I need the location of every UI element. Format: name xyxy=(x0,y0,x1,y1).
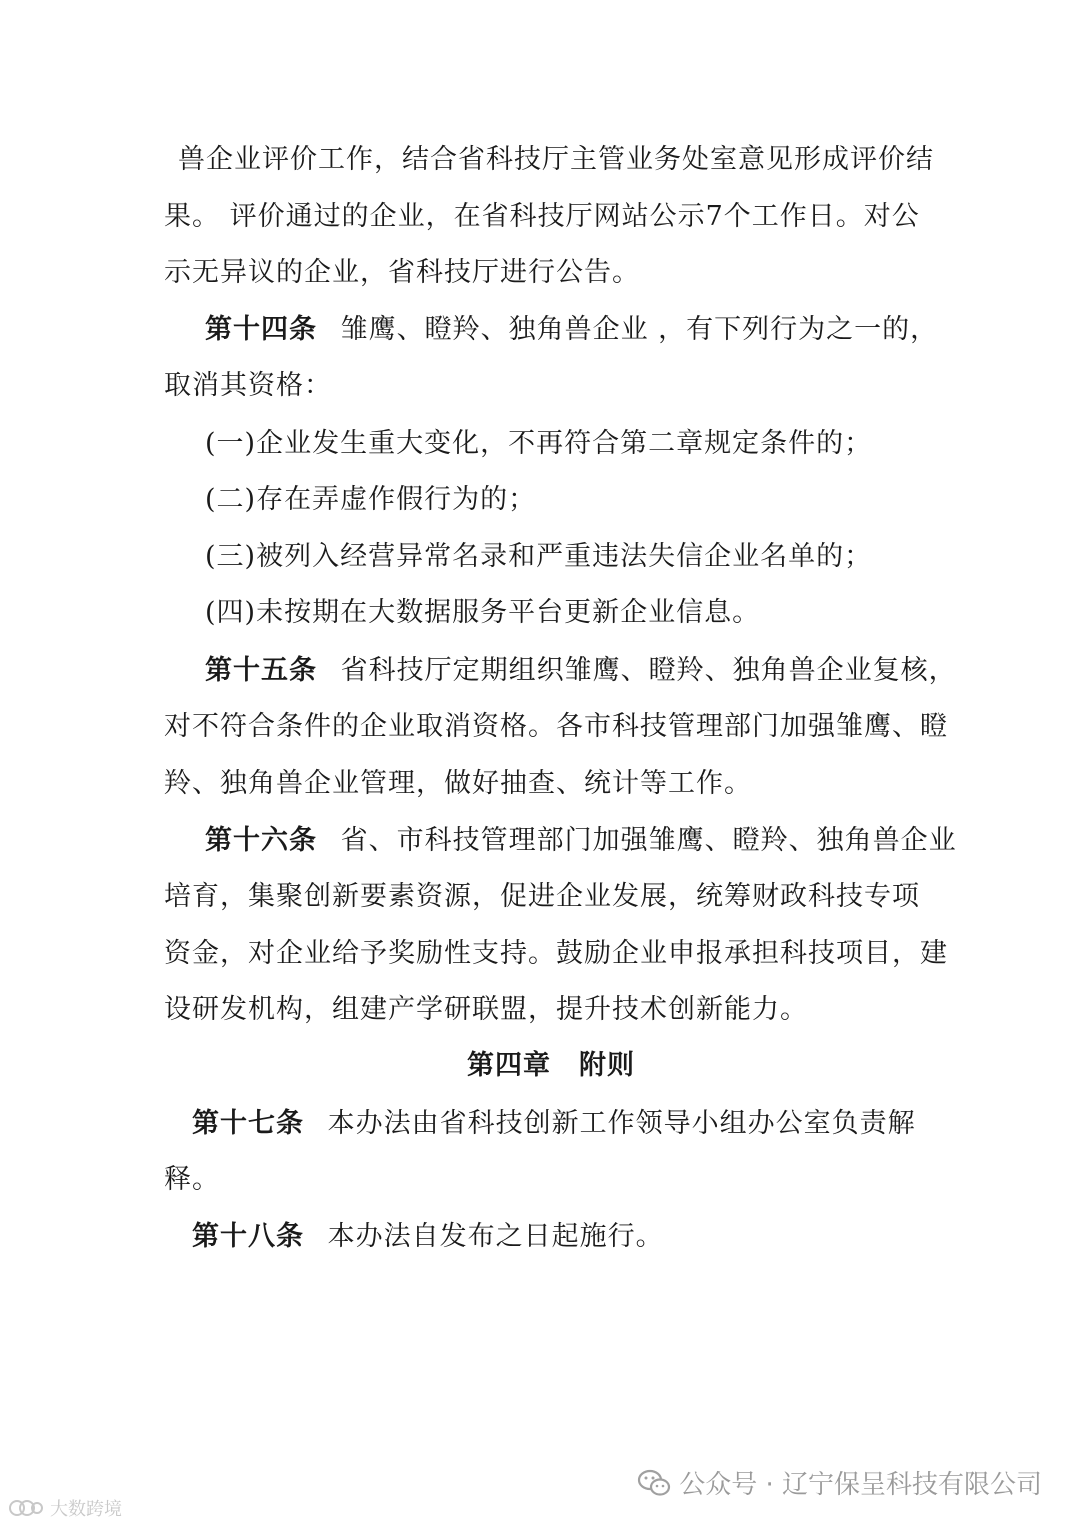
paragraph-line: 兽企业评价工作，结合省科技厅主管业务处室意见形成评价结 xyxy=(178,144,934,175)
list-item: (一)企业发生重大变化，不再符合第二章规定条件的； xyxy=(205,428,873,459)
paragraph-line: 果。 评价通过的企业，在省科技厅网站公示7个工作日。对公 xyxy=(164,201,920,232)
article-text: 本办法由省科技创新工作领导小组办公室负责解 xyxy=(327,1108,916,1139)
paragraph-line: 设研发机构，组建产学研联盟，提升技术创新能力。 xyxy=(164,994,808,1025)
list-item: (四)未按期在大数据服务平台更新企业信息。 xyxy=(205,597,761,628)
wechat-watermark xyxy=(637,1464,1042,1501)
article-15 xyxy=(205,654,957,688)
article-text: 省科技厅定期组织雏鹰、瞪羚、独角兽企业复核， xyxy=(340,655,957,686)
brand-watermark-text: 大数跨境 xyxy=(50,1499,122,1520)
list-item: (三)被列入经营异常名录和严重违法失信企业名单的； xyxy=(205,541,873,572)
article-14 xyxy=(205,313,938,347)
article-title: 第十六条 xyxy=(205,825,317,856)
paragraph-line: 取消其资格： xyxy=(164,370,332,401)
article-title: 第十五条 xyxy=(205,655,317,686)
list-item: (二)存在弄虚作假行为的； xyxy=(205,484,537,515)
article-16 xyxy=(205,824,957,858)
watermark-text: 公众号 · 辽宁保呈科技有限公司 xyxy=(679,1470,1042,1500)
article-17 xyxy=(192,1107,916,1141)
brand-watermark xyxy=(8,1495,122,1521)
paragraph-line: 对不符合条件的企业取消资格。各市科技管理部门加强雏鹰、瞪 xyxy=(164,711,948,742)
brand-logo-icon xyxy=(8,1498,44,1518)
article-text: 本办法自发布之日起施行。 xyxy=(327,1221,664,1252)
paragraph-line: 释。 xyxy=(164,1164,220,1195)
article-title: 第十八条 xyxy=(192,1221,304,1252)
paragraph-line: 培育，集聚创新要素资源，促进企业发展，统筹财政科技专项 xyxy=(164,881,920,912)
paragraph-line: 示无异议的企业，省科技厅进行公告。 xyxy=(164,257,640,288)
paragraph-line: 羚、独角兽企业管理，做好抽查、统计等工作。 xyxy=(164,768,752,799)
wechat-icon xyxy=(637,1468,671,1498)
article-text: 省、市科技管理部门加强雏鹰、瞪羚、独角兽企业 xyxy=(340,825,957,856)
article-text: 雏鹰、瞪羚、独角兽企业 ，有下列行为之一的， xyxy=(340,314,939,345)
article-18 xyxy=(192,1220,664,1254)
article-title: 第十四条 xyxy=(205,314,317,345)
article-title: 第十七条 xyxy=(192,1108,304,1139)
chapter-heading: 第四章 附则 xyxy=(467,1050,635,1081)
paragraph-line: 资金，对企业给予奖励性支持。鼓励企业申报承担科技项目，建 xyxy=(164,938,948,969)
